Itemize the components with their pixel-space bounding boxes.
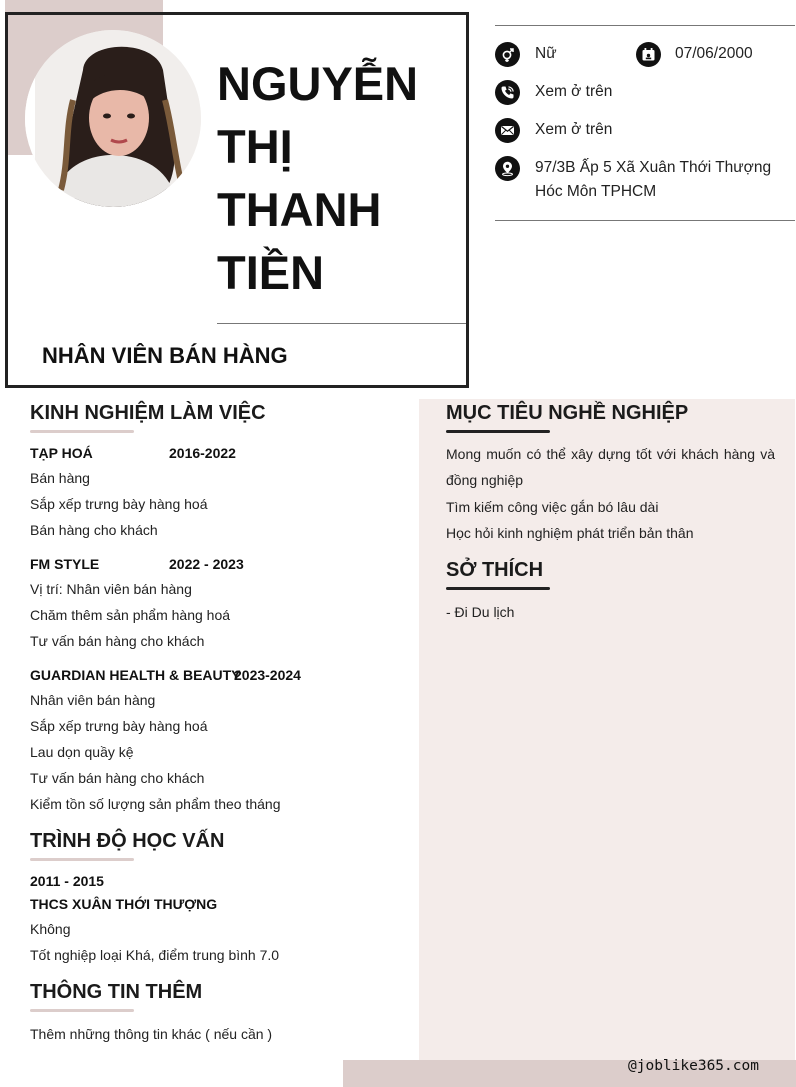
job-period: 2023-2024 xyxy=(234,667,301,683)
education-school: THCS XUÂN THỚI THƯỢNG xyxy=(30,896,218,912)
avatar xyxy=(25,30,201,207)
hobbies-title-underline xyxy=(446,587,550,590)
contact-divider-bottom xyxy=(495,220,795,221)
address-line-1: 97/3B Ấp 5 Xã Xuân Thới Thượng xyxy=(535,159,772,176)
job-duty: Chăm thêm sản phẩm hàng hoá xyxy=(30,607,231,623)
objective-line: Học hỏi kinh nghiệm phát triển bản thân xyxy=(446,525,694,541)
gender-icon xyxy=(495,42,520,67)
experience-title: KINH NGHIỆM LÀM VIỆC xyxy=(30,402,266,424)
job-company: GUARDIAN HEALTH & BEAUTY xyxy=(30,667,241,683)
candidate-name xyxy=(217,52,457,304)
job-duty: Tư vấn bán hàng cho khách xyxy=(30,770,205,786)
education-major: Không xyxy=(30,921,71,937)
watermark: @joblike365.com xyxy=(628,1058,759,1074)
contact-divider-top xyxy=(495,25,795,26)
extra-info-title-underline xyxy=(30,1009,134,1012)
job-duty: Lau dọn quầy kệ xyxy=(30,744,134,760)
objective-title-underline xyxy=(446,430,550,433)
name-line: THANH xyxy=(217,183,382,236)
job-duty: Tư vấn bán hàng cho khách xyxy=(30,633,205,649)
phone-icon xyxy=(495,80,520,105)
phone-value: Xem ở trên xyxy=(535,83,613,100)
education-result: Tốt nghiệp loại Khá, điểm trung bình 7.0 xyxy=(30,947,280,963)
email-value: Xem ở trên xyxy=(535,121,613,138)
objective-line: Tìm kiếm công việc gắn bó lâu dài xyxy=(446,499,659,515)
location-pin-icon xyxy=(495,156,520,181)
name-line: TIỀN xyxy=(217,246,325,299)
job-period: 2016-2022 xyxy=(169,445,236,461)
objective-title: MỤC TIÊU NGHỀ NGHIỆP xyxy=(446,402,689,424)
job-duty: Vị trí: Nhân viên bán hàng xyxy=(30,581,192,597)
education-period: 2011 - 2015 xyxy=(30,873,104,889)
job-company: FM STYLE xyxy=(30,556,100,572)
gender-value: Nữ xyxy=(535,45,557,62)
hobbies-text: - Đi Du lịch xyxy=(446,604,515,620)
objective-line: Mong muốn có thể xây dựng tốt với khách hàng và đồng nghiệp xyxy=(446,446,775,488)
job-duty: Kiểm tồn số lượng sản phẩm theo tháng xyxy=(30,796,281,812)
job-duty: Bán hàng cho khách xyxy=(30,522,158,538)
extra-info-text: Thêm những thông tin khác ( nếu cần ) xyxy=(30,1026,273,1042)
job-duty: Sắp xếp trưng bày hàng hoá xyxy=(30,718,208,734)
job-company: TẠP HOÁ xyxy=(30,445,93,461)
name-divider xyxy=(217,323,466,324)
calendar-icon xyxy=(636,42,661,67)
education-title: TRÌNH ĐỘ HỌC VẤN xyxy=(30,830,225,852)
job-duty: Nhân viên bán hàng xyxy=(30,692,156,708)
mail-icon xyxy=(495,118,520,143)
hobbies-title: SỞ THÍCH xyxy=(446,559,544,581)
avatar-portrait xyxy=(25,30,201,207)
name-line: NGUYỄN xyxy=(217,57,419,110)
job-title: NHÂN VIÊN BÁN HÀNG xyxy=(42,343,288,368)
job-period: 2022 - 2023 xyxy=(169,556,244,572)
birthday-value: 07/06/2000 xyxy=(675,45,753,62)
experience-title-underline xyxy=(30,430,134,433)
address-line-2: Hóc Môn TPHCM xyxy=(535,183,657,200)
name-line: THỊ xyxy=(217,120,293,173)
job-duty: Bán hàng xyxy=(30,470,90,486)
job-duty: Sắp xếp trưng bày hàng hoá xyxy=(30,496,208,512)
extra-info-title: THÔNG TIN THÊM xyxy=(30,981,203,1003)
education-title-underline xyxy=(30,858,134,861)
